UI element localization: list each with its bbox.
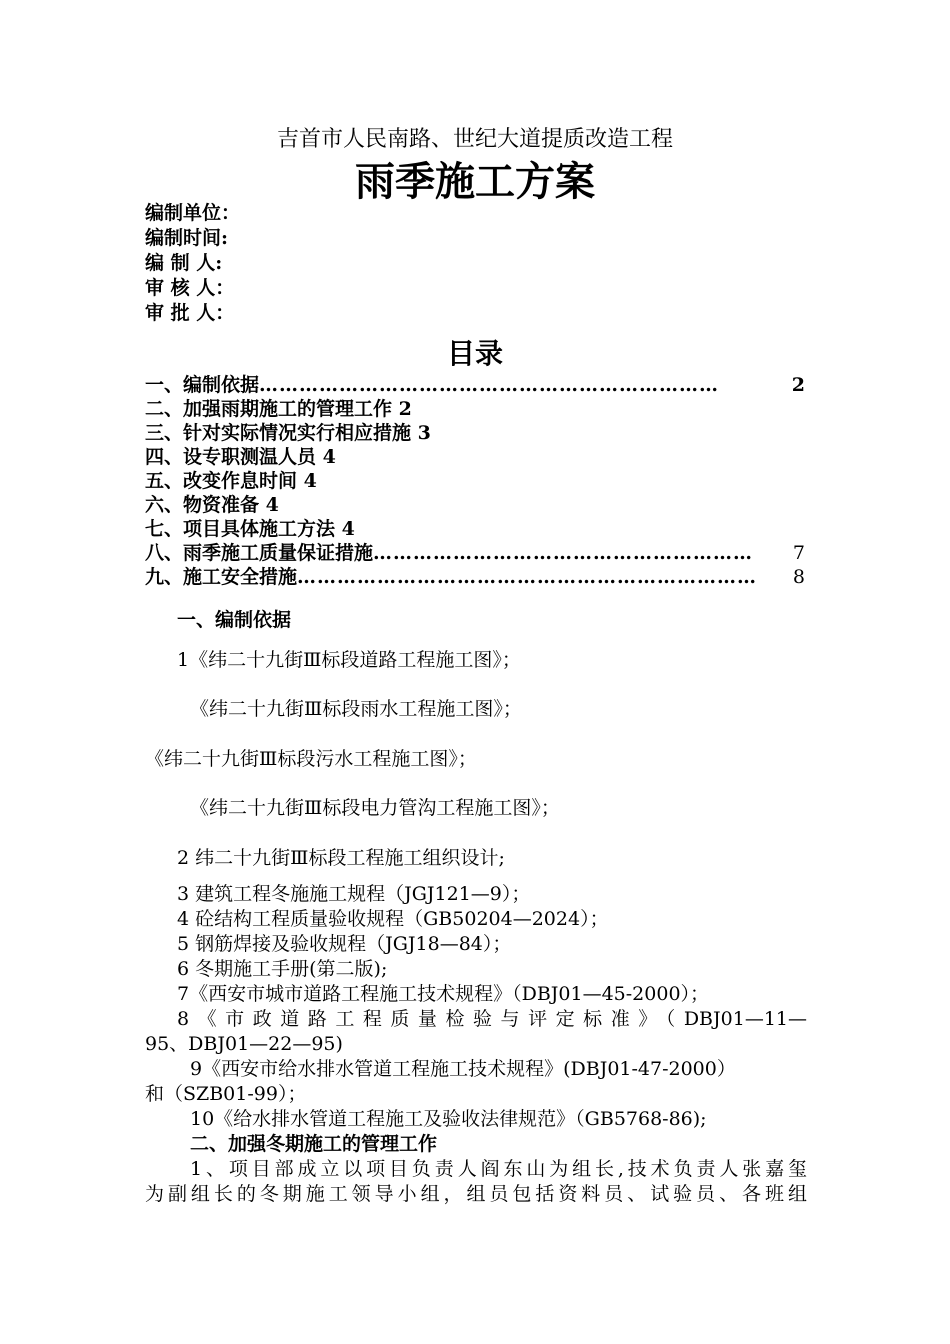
- toc-item[interactable]: [145, 445, 805, 469]
- toc-item-text: 三、针对实际情况实行相应措施 3: [145, 422, 431, 444]
- toc-item[interactable]: [145, 565, 805, 589]
- toc-item[interactable]: [145, 493, 805, 517]
- toc-item-text: 六、物资准备 4: [145, 494, 279, 516]
- toc-item[interactable]: [145, 469, 805, 493]
- toc-item[interactable]: [145, 397, 805, 421]
- toc-leader-dots: ……………………………………………………………: [297, 566, 758, 588]
- table-of-contents: [145, 373, 805, 589]
- meta-compile-unit: 编制单位：: [145, 202, 241, 224]
- reference-line: 和（SZB01-99）；: [145, 1083, 307, 1105]
- reference-line: 8《市政道路工程质量检验与评定标准》（DBJ01—11—: [177, 1008, 807, 1030]
- toc-item-text: 五、改变作息时间 4: [145, 470, 317, 492]
- document-title: 雨季施工方案: [355, 158, 595, 205]
- reference-line: 《纬二十九街Ⅲ标段污水工程施工图》；: [145, 748, 477, 770]
- toc-leader-dots: …………………………………………………: [373, 542, 754, 564]
- toc-item-text: 九、施工安全措施: [145, 566, 298, 588]
- reference-line: 4 砼结构工程质量验收规程（GB50204—2024）；: [177, 908, 609, 930]
- toc-item-text: 四、设专职测温人员 4: [145, 446, 336, 468]
- reference-line: 3 建筑工程冬施施工规程（JGJ121—9）；: [177, 883, 531, 905]
- toc-item-text: 八、雨季施工质量保证措施: [145, 542, 374, 564]
- section-heading: 一、编制依据: [177, 609, 292, 631]
- reference-line: 2 纬二十九街Ⅲ标段工程施工组织设计;: [177, 847, 505, 869]
- paragraph-line: 为副组长的冬期施工领导小组，组员包括资料员、试验员、各班组: [145, 1183, 807, 1205]
- toc-title: 目录: [446, 337, 503, 370]
- toc-item[interactable]: [145, 517, 805, 541]
- reference-line: 10《给水排水管道工程施工及验收法律规范》（GB5768-86);: [190, 1108, 707, 1130]
- toc-page-number: 7: [792, 542, 805, 564]
- reference-line: 《纬二十九街Ⅲ标段雨水工程施工图》；: [190, 698, 522, 720]
- toc-leader-dots: ……………………………………………………………: [259, 374, 720, 396]
- meta-approver: 审 批 人：: [145, 302, 235, 324]
- meta-reviewer: 审 核 人：: [145, 277, 235, 299]
- section-heading: 二、加强冬期施工的管理工作: [190, 1133, 438, 1155]
- toc-item[interactable]: [145, 541, 805, 565]
- toc-item[interactable]: [145, 373, 805, 397]
- project-subtitle: 吉首市人民南路、世纪大道提质改造工程: [276, 127, 673, 152]
- toc-item-text: 一、编制依据: [145, 374, 260, 396]
- reference-line: 1《纬二十九街Ⅲ标段道路工程施工图》；: [177, 649, 521, 671]
- toc-item-text: 二、加强雨期施工的管理工作 2: [145, 398, 412, 420]
- reference-line: 95、DBJ01—22—95): [145, 1033, 343, 1055]
- toc-page-number: 8: [792, 566, 805, 588]
- toc-item[interactable]: [145, 421, 805, 445]
- reference-line: 7《西安市城市道路工程施工技术规程》（DBJ01—45-2000）；: [177, 983, 710, 1005]
- reference-line: 5 钢筋焊接及验收规程（JGJ18—84）；: [177, 933, 512, 955]
- meta-compiler: 编 制 人:: [145, 252, 223, 274]
- paragraph-line: 1、项目部成立以项目负责人阎东山为组长,技术负责人张嘉玺: [190, 1158, 807, 1180]
- meta-compile-time: 编制时间:: [145, 227, 229, 249]
- reference-line: 9《西安市给水排水管道工程施工技术规程》(DBJ01-47-2000）: [190, 1058, 736, 1080]
- toc-item-text: 七、项目具体施工方法 4: [145, 518, 355, 540]
- reference-line: 6 冬期施工手册(第二版);: [177, 958, 388, 980]
- reference-line: 《纬二十九街Ⅲ标段电力管沟工程施工图》；: [190, 797, 560, 819]
- toc-page-number: 2: [791, 374, 805, 396]
